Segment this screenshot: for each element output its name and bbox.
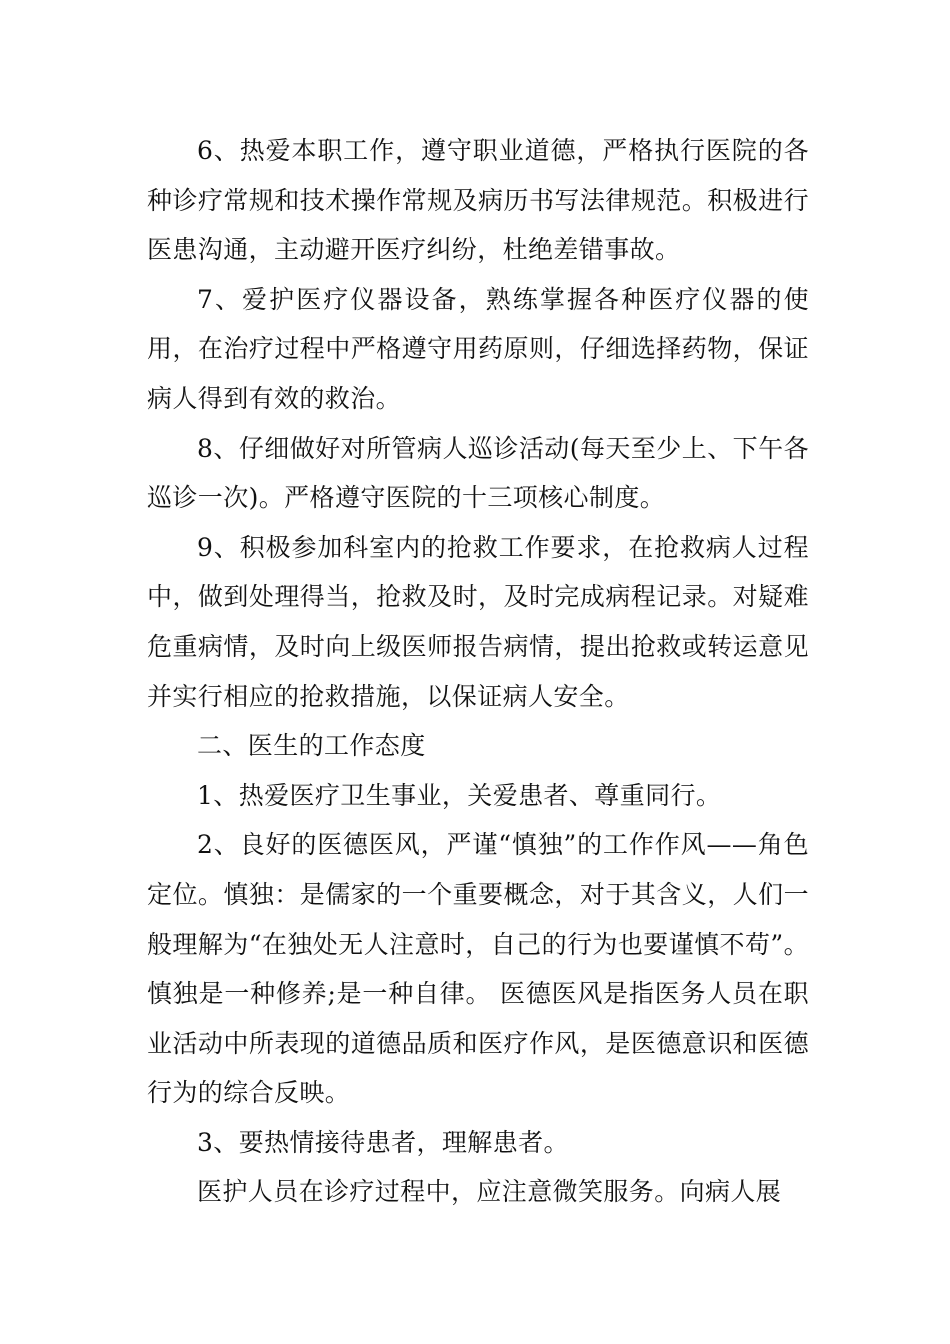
paragraph-smile-service: 医护人员在诊疗过程中，应注意微笑服务。向病人展 [197, 1177, 782, 1207]
paragraph-attitude-2: 2、良好的医德医风，严谨“慎独”的工作作风——角色定位。慎独：是儒家的一个重要概念，对于其含义，人们一般理解为“在独处无人注意时，自己的行为也要谨慎不苟”。慎独是一种修养;是一种自律。 医德医风是指医务人员在职业活动中所表现的道德品质和医疗作风，是医德意识和医德行为的综合反映。 [147, 830, 809, 1108]
document-body [147, 126, 809, 1217]
paragraph-attitude-3: 3、要热情接待患者，理解患者。 [197, 1127, 569, 1157]
section-heading-work-attitude: 二、医生的工作态度 [197, 731, 426, 761]
paragraph-attitude-1: 1、热爱医疗卫生事业，关爱患者、尊重同行。 [197, 780, 722, 810]
paragraph-item-8: 8、仔细做好对所管病人巡诊活动(每天至少上、下午各巡诊一次)。严格遵守医院的十三项核心制度。 [147, 433, 809, 513]
paragraph-item-9: 9、积极参加科室内的抢救工作要求，在抢救病人过程中，做到处理得当，抢救及时，及时完成病程记录。对疑难危重病情，及时向上级医师报告病情，提出抢救或转运意见并实行相应的抢救措施，以保证病人安全。 [147, 532, 809, 711]
paragraph-item-7: 7、爱护医疗仪器设备，熟练掌握各种医疗仪器的使用，在治疗过程中严格遵守用药原则，仔细选择药物，保证病人得到有效的救治。 [147, 284, 809, 413]
paragraph-item-6: 6、热爱本职工作，遵守职业道德，严格执行医院的各种诊疗常规和技术操作常规及病历书写法律规范。积极进行医患沟通，主动避开医疗纠纷，杜绝差错事故。 [147, 136, 809, 265]
